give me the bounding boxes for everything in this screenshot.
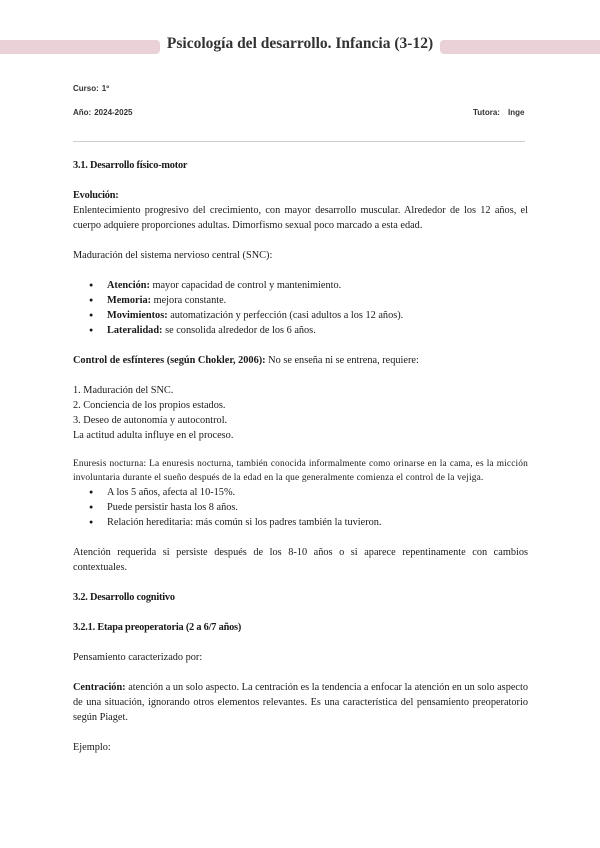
meta-curso bbox=[73, 84, 109, 93]
section-heading-3-2: 3.2. Desarrollo cognitivo bbox=[73, 592, 175, 603]
centracion-text: atención a un solo aspecto. La centración es la tendencia a enfocar la atención en un solo aspecto de una situación, ignorando otros elementos relevantes. Es una característica del pensamiento preoperatorio según Piaget. bbox=[73, 682, 528, 723]
atencion-text: Atención requerida si persiste después de los 8-10 años o si aparece repentinamente con cambios contextuales. bbox=[73, 547, 528, 573]
document-body bbox=[73, 158, 528, 755]
control-step: 3. Deseo de autonomía y autocontrol. bbox=[73, 415, 228, 426]
list-item: ● Lateralidad: se consolida alrededor de los 6 años. bbox=[73, 323, 528, 338]
list-item: ● Relación hereditaria: más común si los padres también la tuvieron. bbox=[73, 515, 528, 530]
control-text: No se enseña ni se entrena, requiere: bbox=[265, 355, 419, 366]
divider-line bbox=[73, 141, 525, 142]
tutora-value: Inge bbox=[507, 108, 525, 117]
ejemplo-label: Ejemplo: bbox=[73, 742, 111, 753]
control-step: 1. Maduración del SNC. bbox=[73, 385, 174, 396]
pensamiento-intro: Pensamiento caracterizado por: bbox=[73, 652, 203, 663]
anio-value: 2024-2025 bbox=[94, 108, 133, 117]
control-step: 2. Conciencia de los propios estados. bbox=[73, 400, 226, 411]
section-heading-3-1: 3.1. Desarrollo físico-motor bbox=[73, 160, 188, 171]
list-item: ● Atención: mayor capacidad de control y mantenimiento. bbox=[73, 278, 528, 293]
list-item: ● Puede persistir hasta los 8 años. bbox=[73, 500, 528, 515]
header-bar-right bbox=[440, 40, 600, 54]
snc-list bbox=[73, 278, 528, 338]
enuresis-text: Enuresis nocturna: La enuresis nocturna, también conocida informalmente como orinarse en la cama, es la micción involuntaria durante el sueño después de la edad en la que generalmente comienza el control de la vejiga. bbox=[73, 459, 528, 483]
header-bar-left bbox=[0, 40, 160, 54]
centracion-label: Centración: bbox=[73, 682, 126, 693]
enuresis-list bbox=[73, 485, 528, 530]
snc-intro: Maduración del sistema nervioso central (SNC): bbox=[73, 250, 273, 261]
tutora-label: Tutora: bbox=[473, 108, 500, 117]
control-heading: Control de esfínteres (según Chokler, 2006): bbox=[73, 355, 266, 366]
document-title: Psicología del desarrollo. Infancia (3-12) bbox=[166, 35, 434, 52]
list-item: ● Memoria: mejora constante. bbox=[73, 293, 528, 308]
control-note: La actitud adulta influye en el proceso. bbox=[73, 430, 234, 441]
list-item: ● A los 5 años, afecta al 10-15%. bbox=[73, 485, 528, 500]
list-item: ● Movimientos: automatización y perfección (casi adultos a los 12 años). bbox=[73, 308, 528, 323]
evolucion-text: Enlentecimiento progresivo del crecimiento, con mayor desarrollo muscular. Alrededor de los 12 años, el cuerpo adquiere proporciones adultas. Dimorfismo sexual poco marcado a esta edad. bbox=[73, 205, 528, 231]
control-paragraph bbox=[73, 353, 528, 368]
subsection-heading-3-2-1: 3.2.1. Etapa preoperatoria (2 a 6/7 años) bbox=[73, 622, 242, 633]
anio-label: Año: bbox=[73, 108, 92, 117]
curso-value: 1º bbox=[101, 84, 110, 93]
meta-tutora bbox=[473, 108, 524, 117]
curso-label: Curso: bbox=[73, 84, 99, 93]
evolucion-heading: Evolución: bbox=[73, 190, 119, 201]
meta-anio bbox=[73, 108, 132, 117]
centracion-paragraph bbox=[73, 680, 528, 725]
